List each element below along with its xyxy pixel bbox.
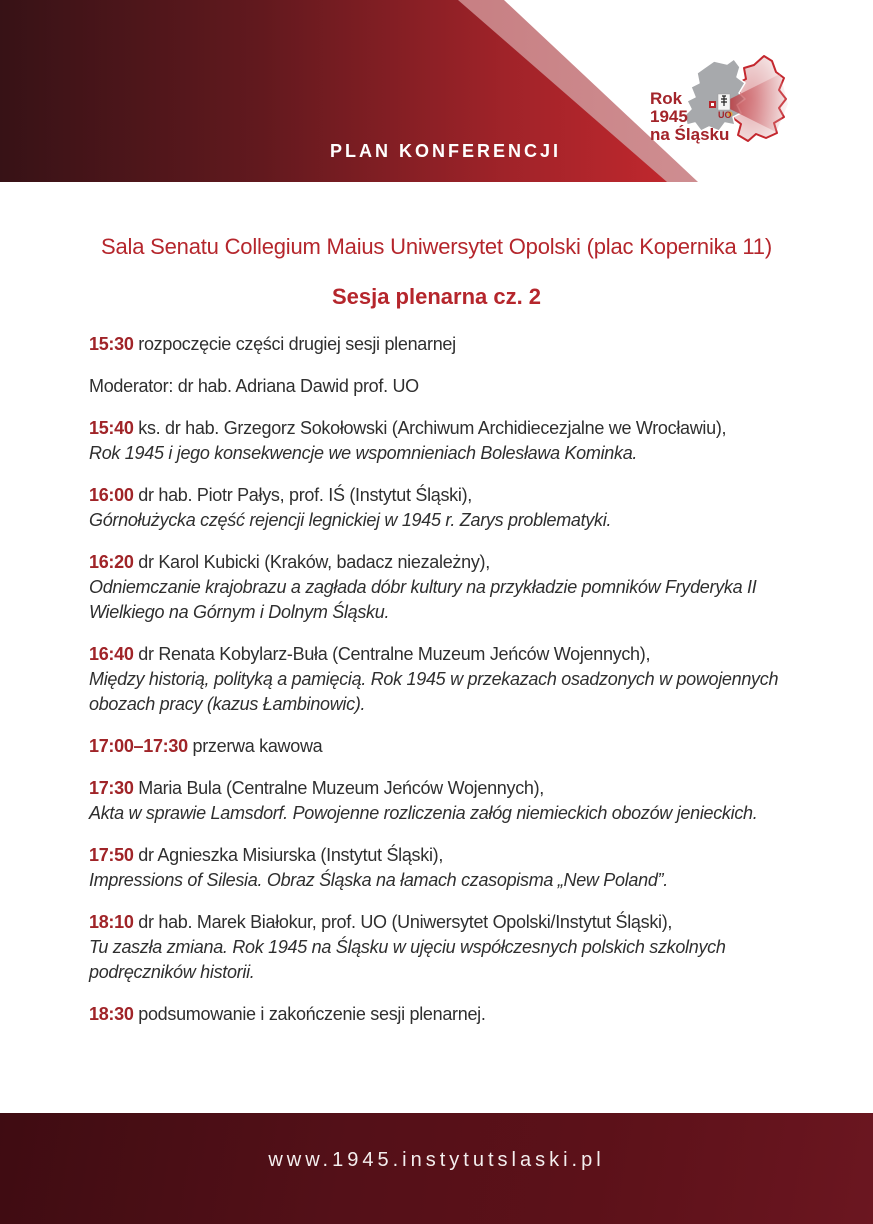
entry-title: Akta w sprawie Lamsdorf. Powojenne rozliczenia załóg niemieckich obozów jenieckich. bbox=[89, 803, 758, 823]
footer-url: www.1945.instytutslaski.pl bbox=[268, 1149, 605, 1171]
entry-time: 18:30 bbox=[89, 1004, 134, 1024]
logo-uo-text: UO bbox=[718, 110, 732, 120]
entry-time: 18:10 bbox=[89, 912, 134, 932]
program-content bbox=[0, 182, 873, 1044]
entry-text: dr hab. Piotr Pałys, prof. IŚ (Instytut Śląski), bbox=[138, 485, 472, 505]
schedule-entry bbox=[89, 776, 784, 826]
schedule-entry bbox=[89, 374, 784, 399]
entry-title: Impressions of Silesia. Obraz Śląska na łamach czasopisma „New Poland”. bbox=[89, 870, 668, 890]
entry-text: Maria Bula (Centralne Muzeum Jeńców Wojennych), bbox=[138, 778, 544, 798]
entry-text: dr Renata Kobylarz-Buła (Centralne Muzeum Jeńców Wojennych), bbox=[138, 644, 651, 664]
entry-title: Rok 1945 i jego konsekwencje we wspomnieniach Bolesława Kominka. bbox=[89, 443, 638, 463]
entry-title: Między historią, polityką a pamięcią. Rok 1945 w przekazach osadzonych w powojennych obozach pracy (kazus Łambinowic). bbox=[89, 669, 779, 714]
entry-text: przerwa kawowa bbox=[192, 736, 323, 756]
entry-title: Odniemczanie krajobrazu a zagłada dóbr kultury na przykładzie pomników Fryderyka II Wielkiego na Górnym i Dolnym Śląsku. bbox=[89, 577, 757, 622]
entry-text: dr hab. Marek Białokur, prof. UO (Uniwersytet Opolski/Instytut Śląski), bbox=[138, 912, 673, 932]
entry-text: ks. dr hab. Grzegorz Sokołowski (Archiwum Archidiecezjalne we Wrocławiu), bbox=[138, 418, 727, 438]
venue-title: Sala Senatu Collegium Maius Uniwersytet Opolski (plac Kopernika 11) bbox=[101, 234, 772, 259]
banner-title: PLAN KONFERENCJI bbox=[330, 141, 562, 161]
entry-time: 16:00 bbox=[89, 485, 134, 505]
schedule-entry bbox=[89, 1002, 784, 1027]
entry-text: dr Karol Kubicki (Kraków, badacz niezależny), bbox=[138, 552, 490, 572]
session-title: Sesja plenarna cz. 2 bbox=[331, 284, 542, 309]
logo-red-emblem-center bbox=[711, 103, 714, 106]
entry-text: Moderator: dr hab. Adriana Dawid prof. UO bbox=[89, 376, 419, 396]
footer-bar bbox=[0, 1113, 873, 1224]
rok-1945-logo-graphic bbox=[648, 52, 814, 172]
schedule-entry bbox=[89, 550, 784, 625]
schedule-list bbox=[89, 332, 784, 1027]
schedule-entry bbox=[89, 416, 784, 466]
schedule-entry bbox=[89, 483, 784, 533]
entry-time: 16:20 bbox=[89, 552, 134, 572]
schedule-entry bbox=[89, 332, 784, 357]
entry-time: 15:40 bbox=[89, 418, 134, 438]
entry-text: dr Agnieszka Misiurska (Instytut Śląski), bbox=[138, 845, 444, 865]
entry-text: rozpoczęcie części drugiej sesji plenarnej bbox=[138, 334, 456, 354]
entry-time: 16:40 bbox=[89, 644, 134, 664]
entry-time: 17:50 bbox=[89, 845, 134, 865]
entry-time: 17:00–17:30 bbox=[89, 736, 188, 756]
entry-text: podsumowanie i zakończenie sesji plenarnej. bbox=[138, 1004, 486, 1024]
entry-time: 17:30 bbox=[89, 778, 134, 798]
logo-line3: na Śląsku bbox=[650, 125, 730, 144]
schedule-entry bbox=[89, 642, 784, 717]
schedule-entry bbox=[89, 734, 784, 759]
logo-line2: 1945 bbox=[650, 107, 688, 126]
schedule-entry bbox=[89, 910, 784, 985]
conference-logo bbox=[648, 52, 814, 172]
entry-time: 15:30 bbox=[89, 334, 134, 354]
entry-title: Górnołużycka część rejencji legnickiej w 1945 r. Zarys problematyki. bbox=[89, 510, 612, 530]
logo-line1: Rok bbox=[650, 89, 683, 108]
schedule-entry bbox=[89, 843, 784, 893]
entry-title: Tu zaszła zmiana. Rok 1945 na Śląsku w ujęciu współczesnych polskich szkolnych podręczników historii. bbox=[89, 937, 726, 982]
